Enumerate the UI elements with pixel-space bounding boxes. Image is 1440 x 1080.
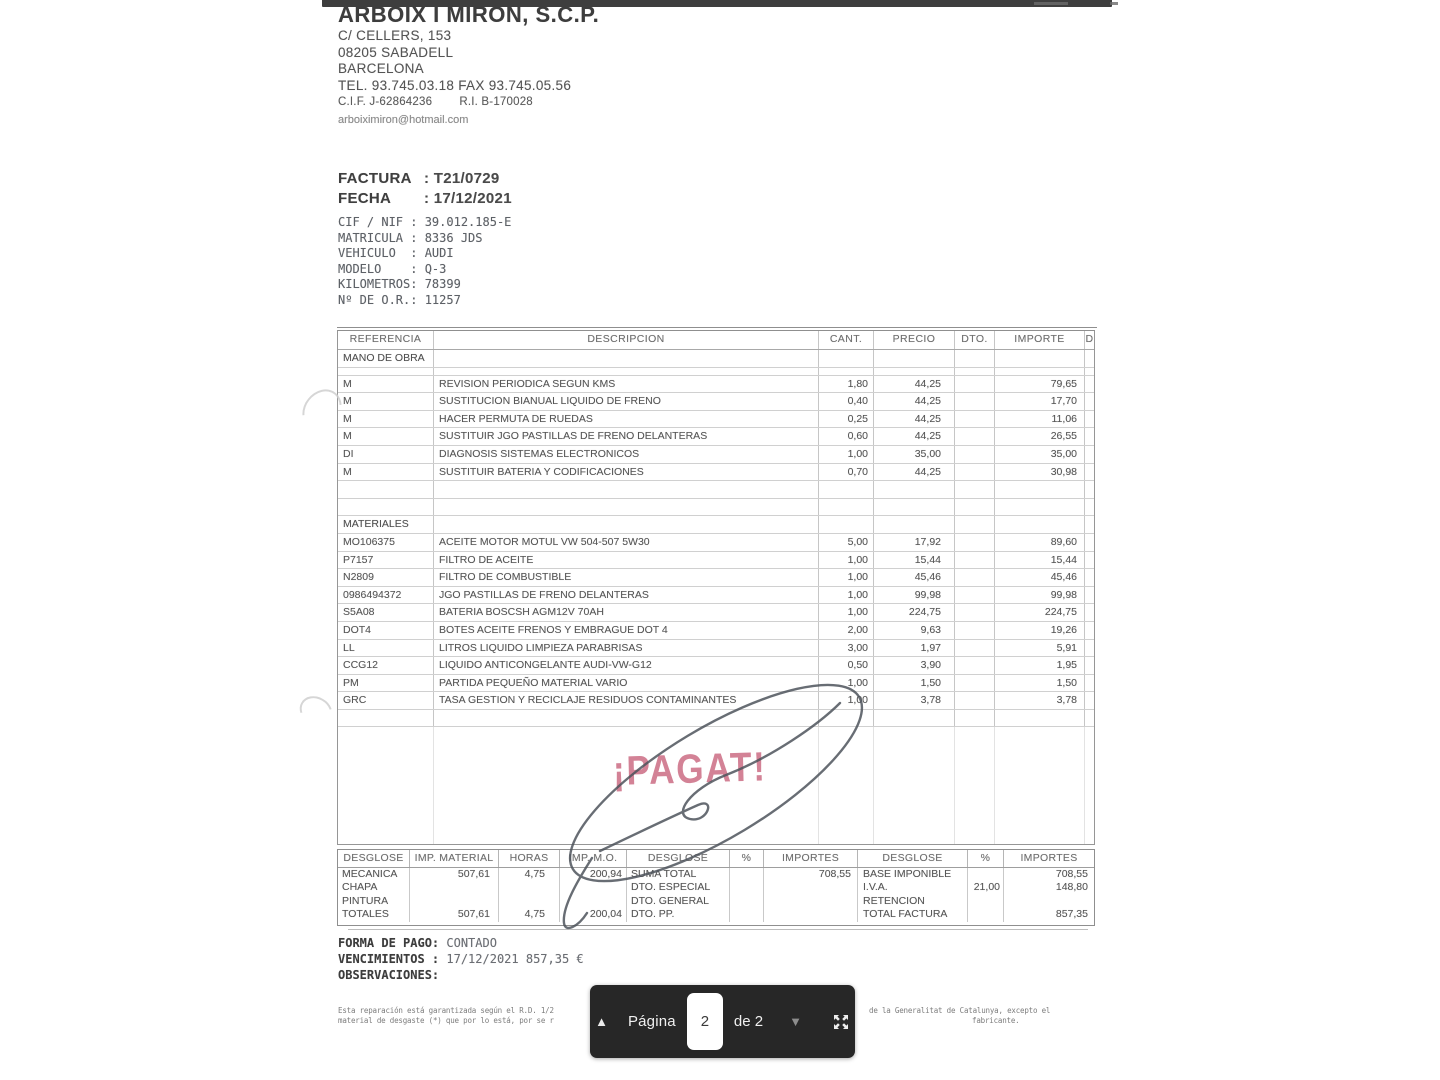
vehicle-info-line: MATRICULA : 8336 JDS	[338, 230, 483, 245]
column-header: IMPORTE	[994, 331, 1084, 349]
address-line: C/ CELLERS, 153	[338, 28, 452, 43]
address-line: 08205 SABADELL	[338, 44, 454, 60]
item-row: 0986494372 JGO PASTILLAS DE FRENO DELANTERAS 1,00 99,98 99,98	[338, 587, 1094, 605]
totals-table-body	[338, 868, 1094, 925]
fine-print-fragment: de la Generalitat de Catalunya, excepto el	[869, 1006, 1051, 1015]
payment-label: OBSERVACIONES:	[338, 968, 440, 982]
column-header: IMPORTES	[763, 850, 857, 867]
fine-print-fragment: Esta reparación está garantizada según el R.D. 1/2	[338, 1006, 554, 1015]
vehicle-info-line: KILOMETROS: 78399	[338, 277, 461, 292]
payment-terms-block	[338, 935, 584, 983]
scan-artifact-arc	[294, 690, 337, 731]
payment-line	[338, 967, 584, 983]
item-row: M HACER PERMUTA DE RUEDAS 0,25 44,25 11,06	[338, 411, 1094, 429]
empty-row	[338, 481, 1094, 499]
payment-line	[338, 951, 584, 967]
column-header: IMP. M.O.	[559, 850, 626, 867]
vehicle-info-line: MODELO : Q-3	[338, 261, 447, 276]
item-row: LL LITROS LIQUIDO LIMPIEZA PARABRISAS 3,00 1,97 5,91	[338, 640, 1094, 658]
company-name: ARBOIX I MIRON, S.C.P.	[338, 2, 600, 27]
page-label: Página	[627, 1013, 676, 1030]
totals-row: PINTURA DTO. GENERAL RETENCION	[338, 895, 1094, 908]
items-table-header	[338, 331, 1094, 350]
vehicle-info-block	[338, 215, 511, 309]
vehicle-info-line: CIF / NIF : 39.012.185-E	[338, 215, 512, 229]
item-row: S5A08 BATERIA BOSCSH AGM12V 70AH 1,00 224,75 224,75	[338, 604, 1094, 622]
vehicle-info-line: Nº DE O.R.: 11257	[338, 292, 461, 307]
letterhead	[338, 2, 599, 126]
column-header: REFERENCIA	[349, 333, 422, 345]
item-row: DI DIAGNOSIS SISTEMAS ELECTRONICOS 1,00 35,00 35,00	[338, 446, 1094, 464]
empty-row	[338, 710, 1094, 728]
factura-line	[338, 169, 512, 189]
section-row: MATERIALES	[338, 516, 1094, 534]
next-page-button[interactable]	[789, 1014, 802, 1029]
column-header: PRECIO	[873, 331, 954, 349]
column-header: IMPORTES	[1003, 850, 1094, 867]
column-header: DESCRIPCION	[433, 331, 818, 349]
payment-label: FORMA DE PAGO:	[338, 936, 440, 950]
payment-label: VENCIMIENTOS :	[338, 952, 440, 966]
column-header: IMP. MATERIAL	[409, 850, 498, 867]
item-row: PM PARTIDA PEQUEÑO MATERIAL VARIO 1,00 1,50 1,50	[338, 675, 1094, 693]
cif-ri-line: C.I.F. J-62864236 R.I. B-170028	[338, 96, 533, 108]
item-row: M SUSTITUIR JGO PASTILLAS DE FRENO DELANTERAS 0,60 44,25 26,55	[338, 428, 1094, 446]
email-line: arboiximiron@hotmail.com	[338, 114, 469, 126]
empty-row	[338, 368, 1094, 376]
item-row: M REVISION PERIODICA SEGUN KMS 1,80 44,25 79,65	[338, 376, 1094, 394]
fullscreen-button[interactable]	[832, 1013, 850, 1031]
column-header: %	[729, 850, 763, 867]
previous-page-button[interactable]	[595, 1014, 608, 1029]
vehicle-info-line: VEHICULO : AUDI	[338, 246, 454, 261]
item-row: M SUSTITUIR BATERIA Y CODIFICACIONES 0,70 44,25 30,98	[338, 464, 1094, 482]
phone-fax-line: TEL. 93.745.03.18 FAX 93.745.05.56	[338, 77, 572, 93]
empty-row	[338, 499, 1094, 517]
section-row: MANO DE OBRA	[338, 350, 1094, 368]
toolbar-smudge	[1034, 2, 1068, 5]
item-row: DOT4 BOTES ACEITE FRENOS Y EMBRAGUE DOT 4 2,00 9,63 19,26	[338, 622, 1094, 640]
chevron-up-icon: ▲	[595, 1014, 608, 1029]
totals-row: CHAPA DTO. ESPECIAL I.V.A. 21,00 148,80	[338, 881, 1094, 894]
toolbar-smudge	[1110, 2, 1118, 5]
factura-label: FACTURA	[338, 170, 412, 187]
column-header: HORAS	[498, 850, 559, 867]
column-header: CANT.	[818, 331, 873, 349]
fecha-line	[338, 189, 512, 209]
address-line: BARCELONA	[338, 61, 424, 76]
fecha-label: FECHA	[338, 190, 392, 207]
fine-print-fragment: fabricante.	[972, 1016, 1020, 1025]
item-row: M SUSTITUCION BIANUAL LIQUIDO DE FRENO 0,40 44,25 17,70	[338, 393, 1094, 411]
column-header: DESGLOSE	[343, 852, 404, 864]
column-header: DTO.	[954, 331, 994, 349]
totals-row: MECANICA 507,61 4,75 200,94 SUMA TOTAL 708,55 BASE IMPONIBLE 708,55	[338, 868, 1094, 881]
page-number-value: 2	[700, 1013, 710, 1030]
column-header: DESGLOSE	[626, 850, 729, 867]
payment-line	[338, 935, 584, 951]
totals-row: TOTALES 507,61 4,75 200,04 DTO. PP. TOTAL FACTURA 857,35	[338, 908, 1094, 924]
column-header: %	[967, 850, 1003, 867]
item-row: N2809 FILTRO DE COMBUSTIBLE 1,00 45,46 45,46	[338, 569, 1094, 587]
page-total-label: de 2	[733, 1013, 764, 1030]
column-header: DESGLOSE	[857, 850, 967, 867]
column-header: D	[1084, 331, 1094, 349]
chevron-down-icon: ▼	[789, 1014, 802, 1029]
item-row: MO106375 ACEITE MOTOR MOTUL VW 504-507 5W30 5,00 17,92 89,60	[338, 534, 1094, 552]
totals-table-header	[338, 850, 1094, 868]
page-number-input[interactable]	[687, 993, 723, 1050]
item-row: P7157 FILTRO DE ACEITE 1,00 15,44 15,44	[338, 552, 1094, 570]
fecha-value: : 17/12/2021	[424, 190, 512, 207]
fullscreen-icon	[832, 1013, 850, 1031]
item-row: CCG12 LIQUIDO ANTICONGELANTE AUDI-VW-G12 0,50 3,90 1,95	[338, 657, 1094, 675]
invoice-header	[338, 169, 512, 209]
item-row: GRC TASA GESTION Y RECICLAJE RESIDUOS CONTAMINANTES 1,00 3,78 3,78	[338, 692, 1094, 710]
page-navigation-bar	[590, 985, 855, 1058]
payment-value: 17/12/2021 857,35 €	[439, 952, 584, 966]
payment-value: CONTADO	[439, 936, 497, 950]
factura-value: : T21/0729	[424, 170, 500, 187]
fine-print-fragment: material de desgaste (*) que por lo está, por se r	[338, 1016, 554, 1025]
pagat-stamp: ¡PAGAT!	[612, 743, 768, 794]
totals-table	[337, 849, 1095, 926]
